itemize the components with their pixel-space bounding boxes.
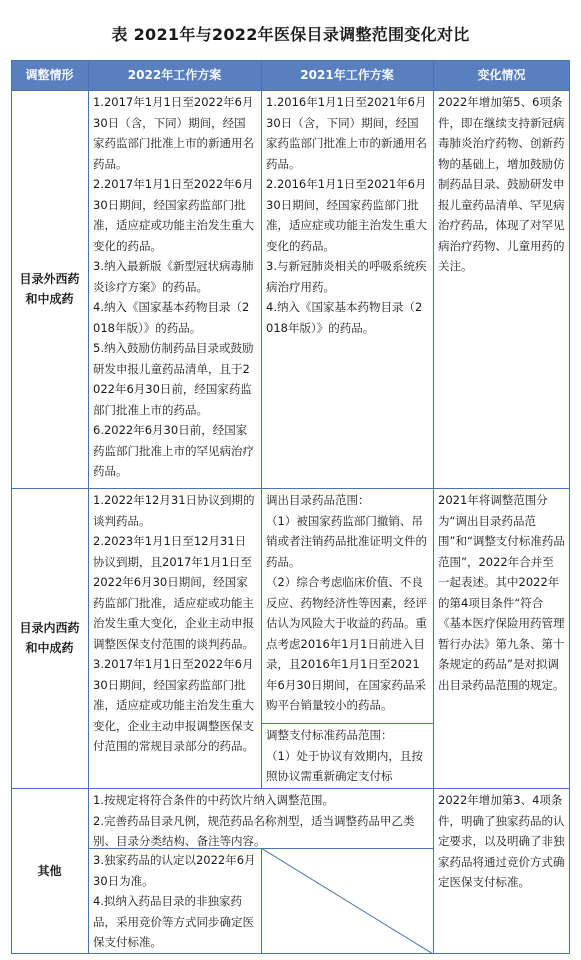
header-situation: 调整情形 [11, 60, 88, 90]
list-item: 1.2022年12月31日协议到期的谈判药品。 [93, 493, 255, 528]
list-item: 5.纳入鼓励仿制药品目录或鼓励研发申报儿童药品清单，且于2022年6月30日前，经国家药监部门批准上市的药品。 [93, 341, 254, 417]
table-border-bottom [11, 953, 570, 954]
list-item: 1.2016年1月1日至2021年6月30日（含，下同）期间，经国家药监部门批准上市的新通用名药品。 [266, 95, 427, 171]
row1-plan-2021 [261, 90, 433, 488]
list-item: 1.2017年1月1日至2022年6月30日（含，下同）期间，经国家药监部门批准上市的新通用名药品。 [93, 95, 254, 171]
list-item: 3.独家药品的认定以2022年6月30日为准。 [93, 853, 256, 888]
row-label-text: 目录外西药 和中成药 [19, 272, 80, 306]
header-plan-2021: 2021年工作方案 [261, 60, 433, 90]
table-border-right [569, 60, 570, 954]
list-item: 6.2022年6月30日前，经国家药监部门批准上市的罕见病治疗药品。 [93, 423, 254, 478]
row-divider [11, 488, 570, 489]
table-border-left [11, 60, 12, 954]
list-item: 调整支付标准药品范围： [266, 728, 393, 742]
row1-change: 2022年增加第5、6项条件，即在继续支持新冠病毒肺炎治疗药物、创新药物的基础上，增加鼓励仿制药品目录、鼓励研发申报儿童药品清单、罕见病治疗药品，体现了对罕见病治疗药物、儿童用药的关注。 [438, 95, 565, 273]
row3-change: 2022年增加第3、4项条件，明确了独家药品的认定要求，以及明确了非独家药品将通过竞价方式确定医保支付标准。 [438, 793, 565, 889]
list-item: 3.纳入最新版《新型冠状病毒肺炎诊疗方案》的药品。 [93, 259, 254, 294]
row2-plan-2021-remove [261, 488, 433, 723]
list-item: 4.纳入《国家基本药物目录（2018年版）》的药品。 [93, 300, 250, 335]
list-item: （2）综合考虑临床价值、不良反应、药物经济性等因素，经评估认为风险大于收益的药品。重点考虑2016年1月1日前进入目录，且2016年1月1日至2021年6月30日期间，在国家药品采购平台销量较小的药品。 [266, 575, 427, 712]
row2-plan-2022 [88, 488, 261, 788]
list-item: 4.拟纳入药品目录的非独家药品，采用竞价等方式同步确定医保支付标准。 [93, 894, 254, 949]
table-border-top [11, 60, 570, 61]
list-item: （1）被国家药监部门撤销、吊销或者注销药品批准证明文件的药品。 [266, 513, 427, 569]
column-divider [261, 848, 262, 954]
column-divider [88, 60, 89, 954]
row-label-other [11, 788, 88, 954]
list-item: 1.按规定将符合条件的中药饮片纳入调整范围。 [93, 793, 334, 807]
row-label-outside-catalog [11, 90, 88, 488]
list-item: 2.2017年1月1日至2022年6月30日期间，经国家药监部门批准，适应症或功能主治发生重大变化的药品。 [93, 177, 254, 253]
row-label-text: 其他 [37, 864, 62, 878]
row-divider [11, 90, 570, 91]
header-change: 变化情况 [433, 60, 570, 90]
list-item: 4.纳入《国家基本药物目录（2018年版）》的药品。 [266, 300, 423, 335]
row-label-text: 目录内西药 和中成药 [19, 621, 80, 655]
row3-plan-merged [88, 788, 433, 848]
row3-plan-2022 [88, 848, 261, 954]
list-item: 3.2017年1月1日至2022年6月30日期间，经国家药监部门批准，适应症或功能主治发生重大变化，企业主动申报调整医保支付范围的常规目录部分的药品。 [93, 657, 254, 753]
list-item: 2.2016年1月1日至2021年6月30日期间，经国家药监部门批准，适应症或功能主治发生重大变化的药品。 [266, 177, 427, 253]
table-title: 表 2021年与2022年医保目录调整范围变化对比 [111, 25, 470, 44]
row-divider [261, 723, 433, 724]
row2-plan-2021-payment [261, 723, 433, 788]
row-divider [11, 788, 570, 789]
list-item: （1）处于协议有效期内，且按照协议需重新确定支付标 [266, 748, 423, 783]
header-plan-2022: 2022年工作方案 [88, 60, 261, 90]
list-item: 3.与新冠肺炎相关的呼吸系统疾病治疗用药。 [266, 259, 427, 294]
list-item: 调出目录药品范围： [266, 493, 370, 507]
row-label-inside-catalog [11, 488, 88, 788]
row1-plan-2022 [88, 90, 261, 488]
column-divider [433, 60, 434, 954]
list-item: 2.2023年1月1日至12月31日协议到期，且2017年1月1日至2022年6月30日期间，经国家药监部门批准，适应症或功能主治发生重大变化，企业主动申报调整医保支付范围的谈判药品。 [93, 534, 254, 651]
row2-change: 2021年将调整范围分为“调出目录药品范围”和“调整支付标准药品范围”，2022年合并至一起表述。其中2022年的第4项目条件“符合《基本医疗保险用药管理暂行办法》第九条、第十条规定的药品”是对拟调出目录药品范围的规定。 [438, 493, 565, 692]
column-divider [261, 60, 262, 788]
list-item: 2.完善药品目录凡例，规范药品名称剂型，适当调整药品甲乙类别、目录分类结构、备注等内容。 [93, 813, 415, 848]
diagonal-slash [261, 848, 433, 954]
comparison-table [11, 60, 570, 954]
